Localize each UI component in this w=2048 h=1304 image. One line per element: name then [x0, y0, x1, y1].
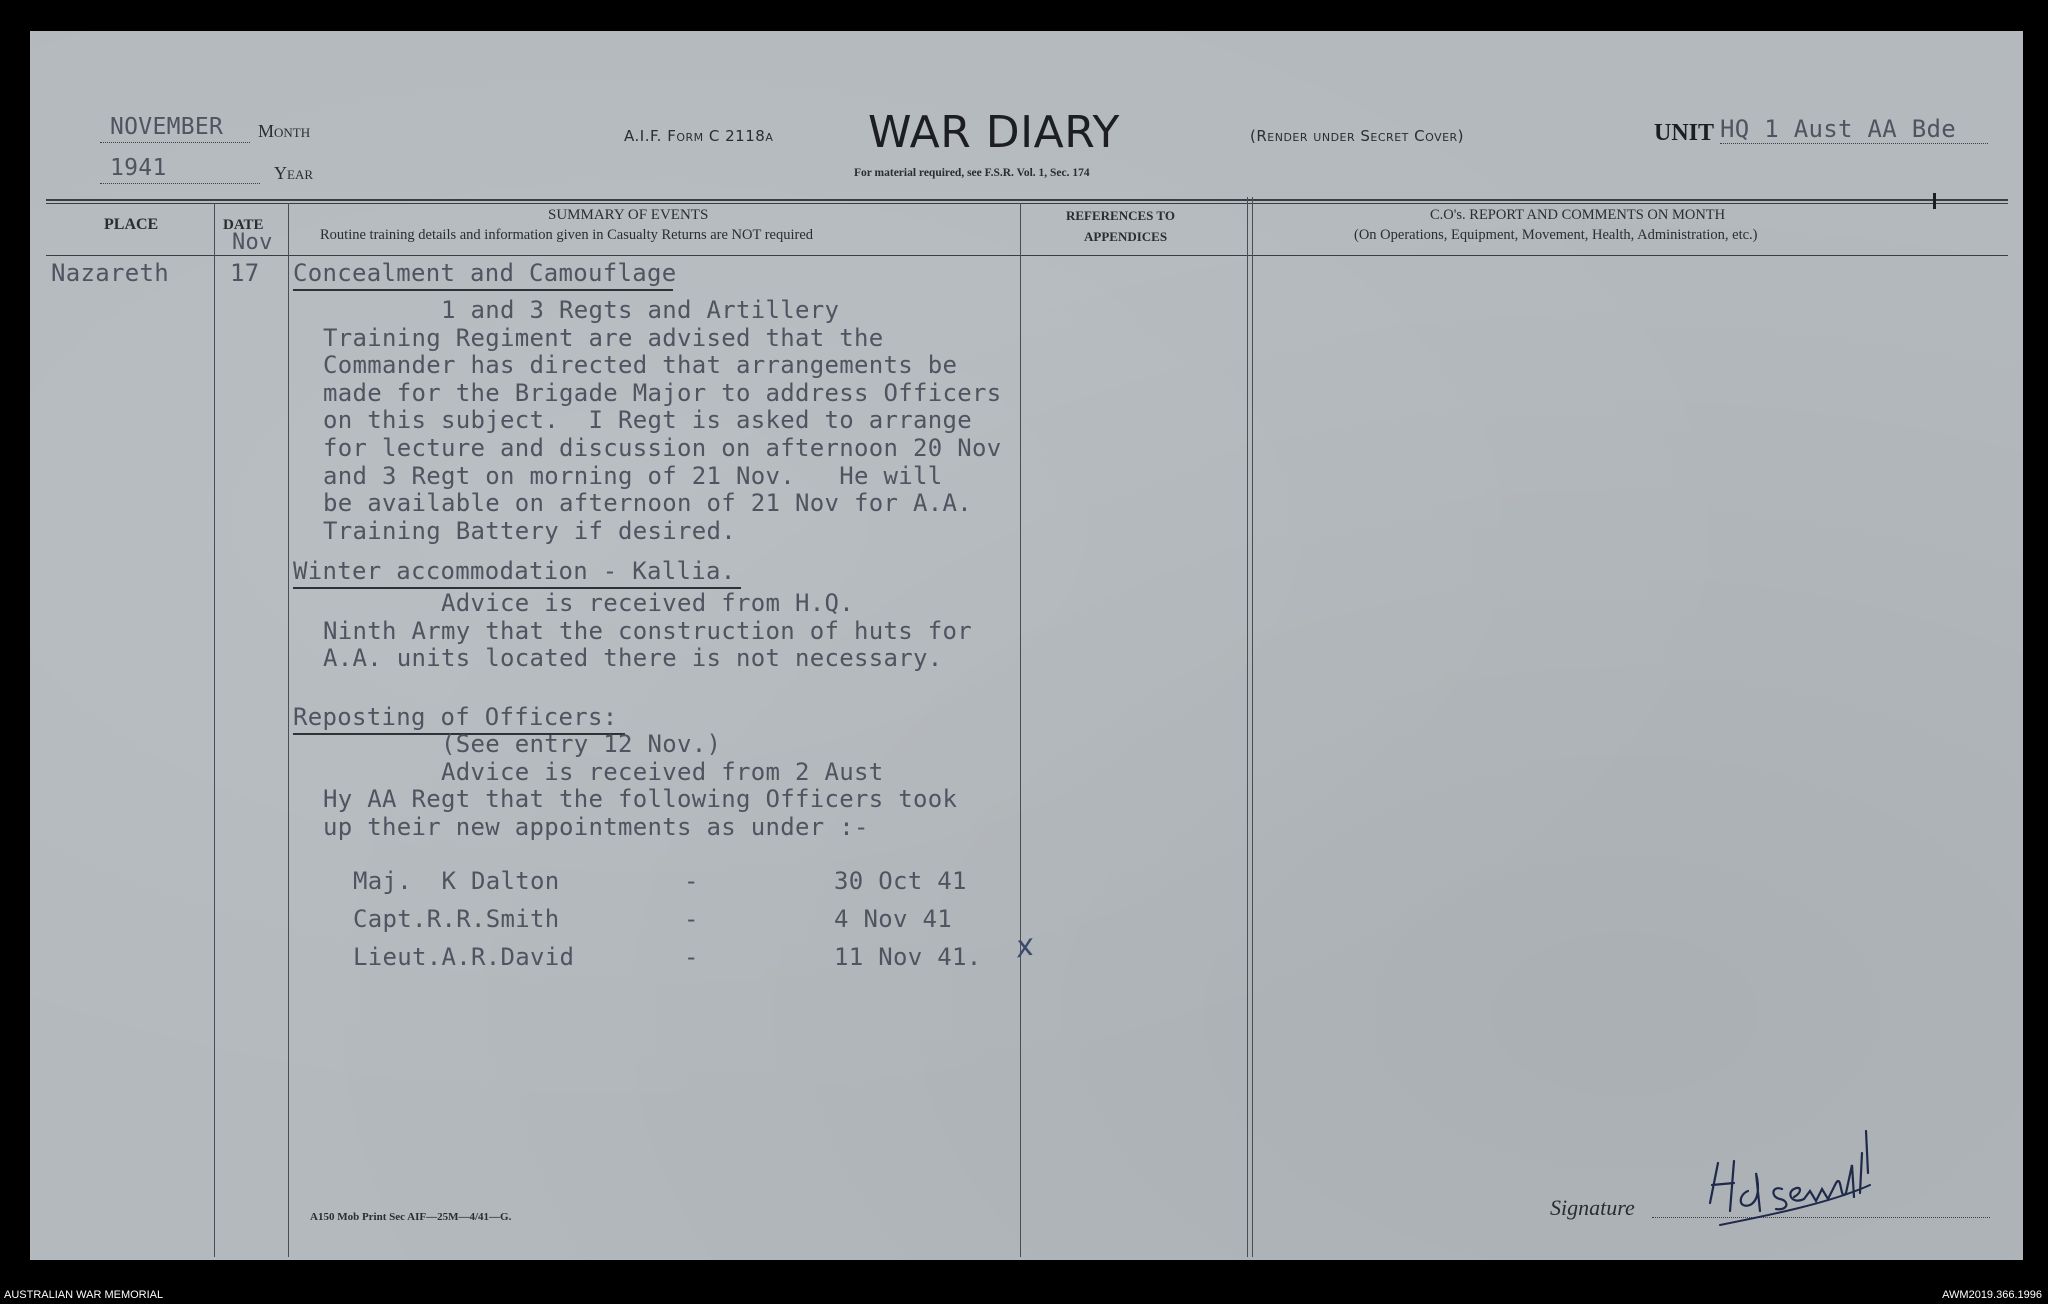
header-rule-top: [46, 199, 2008, 201]
signature-label: Signature: [1550, 1195, 1635, 1220]
body-line: Hy AA Regt that the following Officers took: [323, 785, 958, 814]
body-line: up their new appointments as under :-: [323, 812, 869, 841]
signature-icon: [1690, 1093, 1920, 1233]
section-heading-winter: Winter accommodation - Kallia.: [293, 557, 736, 585]
page-title: WAR DIARY: [868, 107, 1120, 158]
column-header-references-1: REFERENCES TO: [1066, 208, 1175, 223]
officer-date: 30 Oct 41: [834, 867, 967, 895]
body-line: and 3 Regt on morning of 21 Nov. He will: [323, 461, 943, 490]
heading-underline: [293, 289, 673, 291]
month-label: Month: [258, 121, 311, 141]
section-body: [323, 731, 957, 841]
officer-date: 11 Nov 41.: [834, 943, 982, 971]
unit-label: UNIT: [1654, 120, 1715, 146]
year-dotted-line: [100, 183, 260, 184]
section-body: [323, 297, 1001, 545]
body-line: Training Battery if desired.: [323, 516, 736, 545]
month-value: NOVEMBER: [110, 114, 224, 140]
section-body: [323, 590, 972, 673]
officer-row: [353, 905, 1033, 935]
form-label: A.I.F. Form C 2118a: [624, 127, 774, 145]
body-line: Advice is received from 2 Aust: [323, 757, 884, 786]
body-line: Commander has directed that arrangements be: [323, 351, 958, 380]
unit-value: HQ 1 Aust AA Bde: [1720, 115, 1956, 143]
print-code: A150 Mob Print Sec AIF—25M—4/41—G.: [310, 1211, 512, 1223]
secret-note: (Render under Secret Cover): [1250, 127, 1465, 145]
rule-end-mark: [1933, 193, 1936, 209]
diary-page: [30, 31, 2023, 1260]
officer-dash: -: [684, 867, 699, 895]
margin-mark: x: [1013, 927, 1037, 966]
col-line-date-summary: [288, 203, 289, 1257]
body-line: 1 and 3 Regts and Artillery: [323, 296, 840, 324]
body-line: for lecture and discussion on afternoon 20 Nov: [323, 433, 1002, 462]
year-value: 1941: [110, 155, 167, 181]
officer-name: Maj. K Dalton: [353, 867, 560, 895]
body-line: Ninth Army that the construction of huts for: [323, 616, 972, 645]
body-line: A.A. units located there is not necessary.: [323, 644, 943, 673]
body-line: Advice is received from H.Q.: [323, 589, 854, 617]
column-header-references-2: APPENDICES: [1084, 229, 1168, 244]
body-line: (See entry 12 Nov.): [323, 730, 722, 758]
officer-date: 4 Nov 41: [834, 905, 952, 933]
entry-place: Nazareth: [51, 259, 169, 287]
col-line-place-date: [214, 203, 215, 1257]
column-header-report-note: (On Operations, Equipment, Movement, Health, Administration, etc.): [1354, 227, 1758, 243]
column-header-report: C.O's. REPORT AND COMMENTS ON MONTH: [1430, 207, 1726, 223]
column-header-summary-note: Routine training details and information given in Casualty Returns are NOT required: [320, 227, 814, 243]
header-rule-bottom: [46, 203, 2008, 204]
body-line: Training Regiment are advised that the: [323, 323, 884, 352]
section-heading-reposting: Reposting of Officers:: [293, 703, 618, 731]
body-line: be available on afternoon of 21 Nov for A.A.: [323, 489, 972, 518]
column-header-date: DATE: [223, 217, 264, 233]
body-line: made for the Brigade Major to address Officers: [323, 378, 1002, 407]
officer-row: [353, 867, 1033, 897]
col-line-summary-refs: [1020, 203, 1021, 1257]
column-header-summary: SUMMARY OF EVENTS: [548, 207, 709, 223]
column-header-place: PLACE: [104, 216, 159, 233]
page-subtitle: For material required, see F.S.R. Vol. 1, Sec. 174: [854, 167, 1090, 179]
officer-dash: -: [684, 905, 699, 933]
officer-dash: -: [684, 943, 699, 971]
year-label: Year: [274, 163, 313, 183]
section-heading-concealment: Concealment and Camouflage: [293, 259, 677, 287]
unit-dotted-line: [1720, 143, 1988, 144]
signature-handwriting: [1690, 1093, 1920, 1233]
officer-name: Lieut.A.R.David: [353, 943, 575, 971]
col-line-refs-report-2: [1252, 197, 1253, 1257]
officer-row: [353, 943, 1033, 973]
column-header-date-month: Nov: [232, 230, 273, 255]
archive-label-right: AWM2019.366.1996: [1942, 1289, 2042, 1301]
col-line-refs-report-1: [1247, 197, 1248, 1257]
body-line: on this subject. I Regt is asked to arrange: [323, 406, 972, 435]
entry-date: 17: [230, 259, 260, 287]
archive-label-left: AUSTRALIAN WAR MEMORIAL: [4, 1289, 164, 1301]
month-dotted-line: [100, 142, 250, 143]
column-header-rule: [46, 255, 2008, 256]
officer-name: Capt.R.R.Smith: [353, 905, 560, 933]
